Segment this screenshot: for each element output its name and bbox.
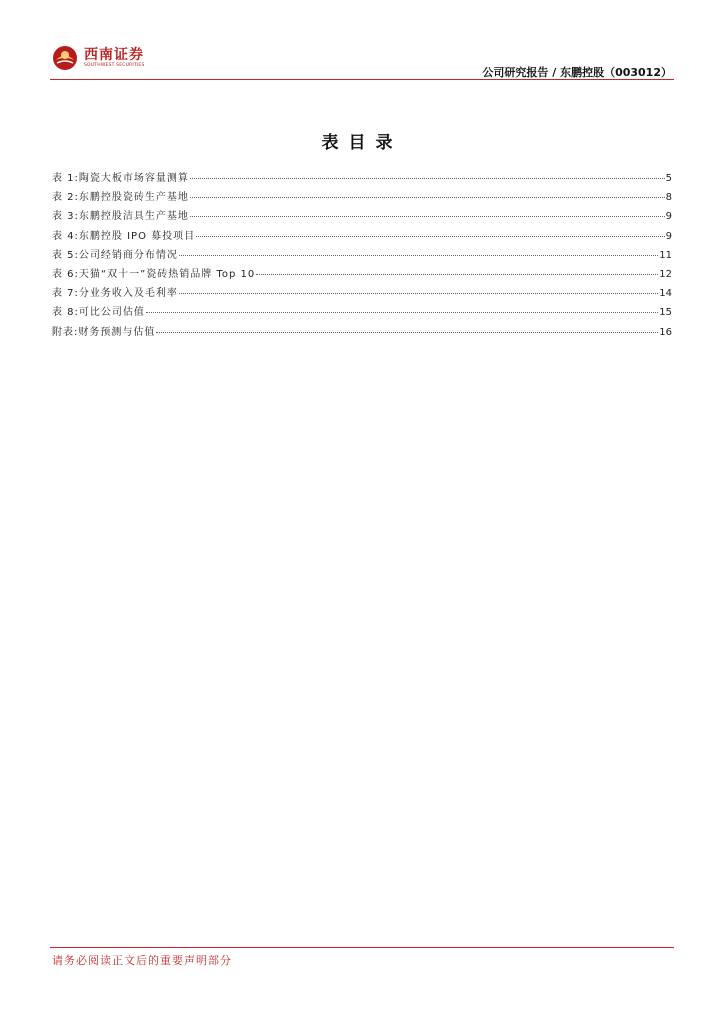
- footer-disclaimer: 请务必阅读正文后的重要声明部分: [52, 954, 232, 967]
- toc-entry-page: 9: [665, 230, 672, 242]
- toc-entry-number: 表 4:: [52, 230, 79, 242]
- toc-entry-title: 天猫“双十一”瓷砖热销品牌 Top 10: [78, 268, 256, 280]
- toc-entry-number: 表 3:: [52, 211, 79, 223]
- toc-entry-number: 表 6:: [52, 268, 79, 280]
- toc-entry-page: 11: [659, 249, 672, 261]
- toc-entry-page: 14: [659, 288, 672, 300]
- toc-entry-title: 分业务收入及毛利率: [78, 288, 178, 300]
- header-divider: [50, 79, 674, 80]
- toc-dot-leader: [156, 332, 658, 333]
- footer-divider: [50, 947, 674, 948]
- toc-entry[interactable]: [52, 265, 672, 284]
- toc-entry-title: 公司经销商分布情况: [78, 249, 178, 261]
- report-info: 公司研究报告 / 东鹏控股（003012）: [482, 66, 672, 79]
- toc-entry[interactable]: [52, 323, 672, 342]
- toc-dot-leader: [146, 312, 658, 313]
- toc-dot-leader: [190, 197, 665, 198]
- toc-entry-page: 12: [659, 268, 672, 280]
- toc-entry[interactable]: [52, 207, 672, 226]
- toc-dot-leader: [179, 255, 658, 256]
- toc-entry-number: 表 8:: [52, 307, 79, 319]
- logo-english-name: SOUTHWEST SECURITIES: [84, 63, 145, 68]
- toc-entry-page: 15: [659, 307, 672, 319]
- toc-entry-title: 东鹏控股 IPO 募投项目: [78, 230, 196, 242]
- company-logo-icon: [52, 45, 78, 71]
- toc-entry-page: 5: [665, 173, 672, 184]
- toc-entry-page: 8: [665, 192, 672, 204]
- toc-entry[interactable]: [52, 303, 672, 322]
- toc-entry[interactable]: [52, 227, 672, 246]
- toc-title: 表目录: [321, 133, 403, 153]
- toc-entry-number: 表 5:: [52, 249, 79, 261]
- toc-entry-number: 表 7:: [52, 288, 79, 300]
- toc-entry-page: 16: [659, 326, 672, 338]
- toc-entry[interactable]: [52, 246, 672, 265]
- logo-chinese-name: 西南证券: [84, 47, 144, 63]
- toc-entry-number: 附表:: [52, 326, 79, 338]
- toc-entry-page: 9: [665, 211, 672, 223]
- toc-entry[interactable]: [52, 188, 672, 207]
- toc-entry-number: 表 1:: [52, 173, 79, 184]
- toc-dot-leader: [179, 293, 658, 294]
- toc-dot-leader: [190, 216, 665, 217]
- toc-entry-title: 陶瓷大板市场容量测算: [78, 173, 189, 184]
- toc-entry-number: 表 2:: [52, 192, 79, 204]
- toc-entry-title: 财务预测与估值: [78, 326, 156, 338]
- table-of-contents: [52, 169, 672, 342]
- toc-entry-title: 东鹏控股瓷砖生产基地: [78, 192, 189, 204]
- toc-entry-title: 东鹏控股洁具生产基地: [78, 211, 189, 223]
- toc-entry-title: 可比公司估值: [78, 307, 145, 319]
- company-logo: [52, 42, 145, 74]
- toc-dot-leader: [190, 178, 665, 179]
- toc-dot-leader: [256, 274, 658, 275]
- toc-entry[interactable]: [52, 169, 672, 188]
- toc-dot-leader: [196, 236, 664, 237]
- toc-entry[interactable]: [52, 284, 672, 303]
